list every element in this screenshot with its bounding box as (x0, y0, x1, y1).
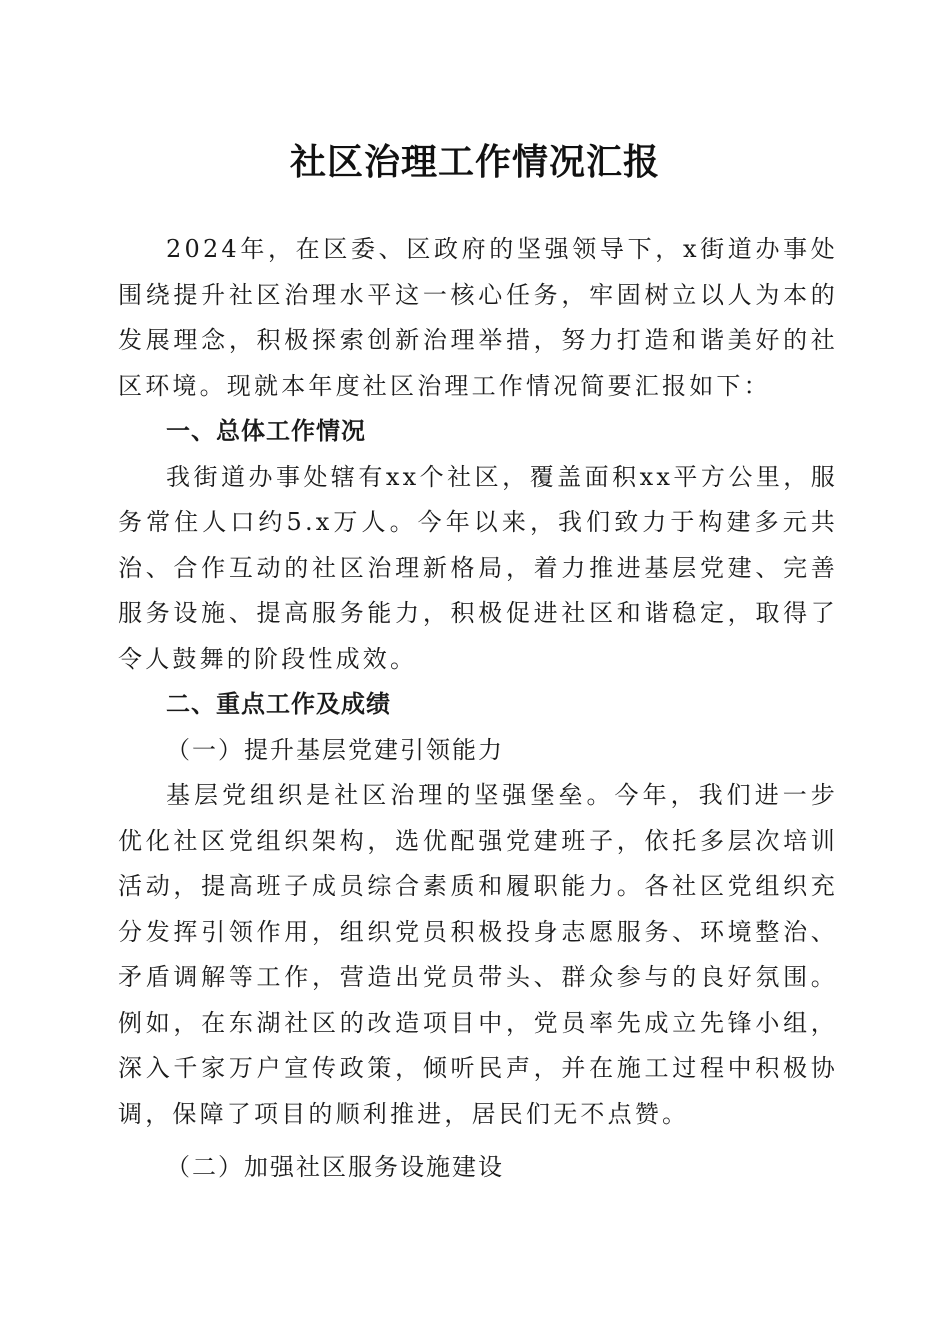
overall-paragraph: 我街道办事处辖有xx个社区，覆盖面积xx平方公里，服务常住人口约5.x万人。今年以来，我们致力于构建多元共治、合作互动的社区治理新格局，着力推进基层党建、完善服务设施、提高服务能力，积极促进社区和谐稳定，取得了令人鼓舞的阶段性成效。 (118, 462, 838, 673)
section-heading-key-work: 二、重点工作及成绩 (166, 690, 391, 718)
subsection-heading-facilities: （二）加强社区服务设施建设 (166, 1153, 504, 1181)
party-building-paragraph: 基层党组织是社区治理的坚强堡垒。今年，我们进一步优化社区党组织架构，选优配强党建班子，依托多层次培训活动，提高班子成员综合素质和履职能力。各社区党组织充分发挥引领作用，组织党员积极投身志愿服务、环境整治、矛盾调解等工作，营造出党员带头、群众参与的良好氛围。例如，在东湖社区的改造项目中，党员率先成立先锋小组，深入千家万户宣传政策，倾听民声，并在施工过程中积极协调，保障了项目的顺利推进，居民们无不点赞。 (118, 781, 838, 1128)
document-body (118, 227, 838, 1191)
section-heading-overall: 一、总体工作情况 (166, 417, 366, 445)
subsection-heading-party-building: （一）提升基层党建引领能力 (166, 735, 504, 764)
document-title: 社区治理工作情况汇报 (289, 141, 660, 183)
intro-paragraph: 2024年，在区委、区政府的坚强领导下，x街道办事处围绕提升社区治理水平这一核心任务，牢固树立以人为本的发展理念，积极探索创新治理举措，努力打造和谐美好的社区环境。现就本年度社区治理工作情况简要汇报如下： (118, 235, 838, 400)
